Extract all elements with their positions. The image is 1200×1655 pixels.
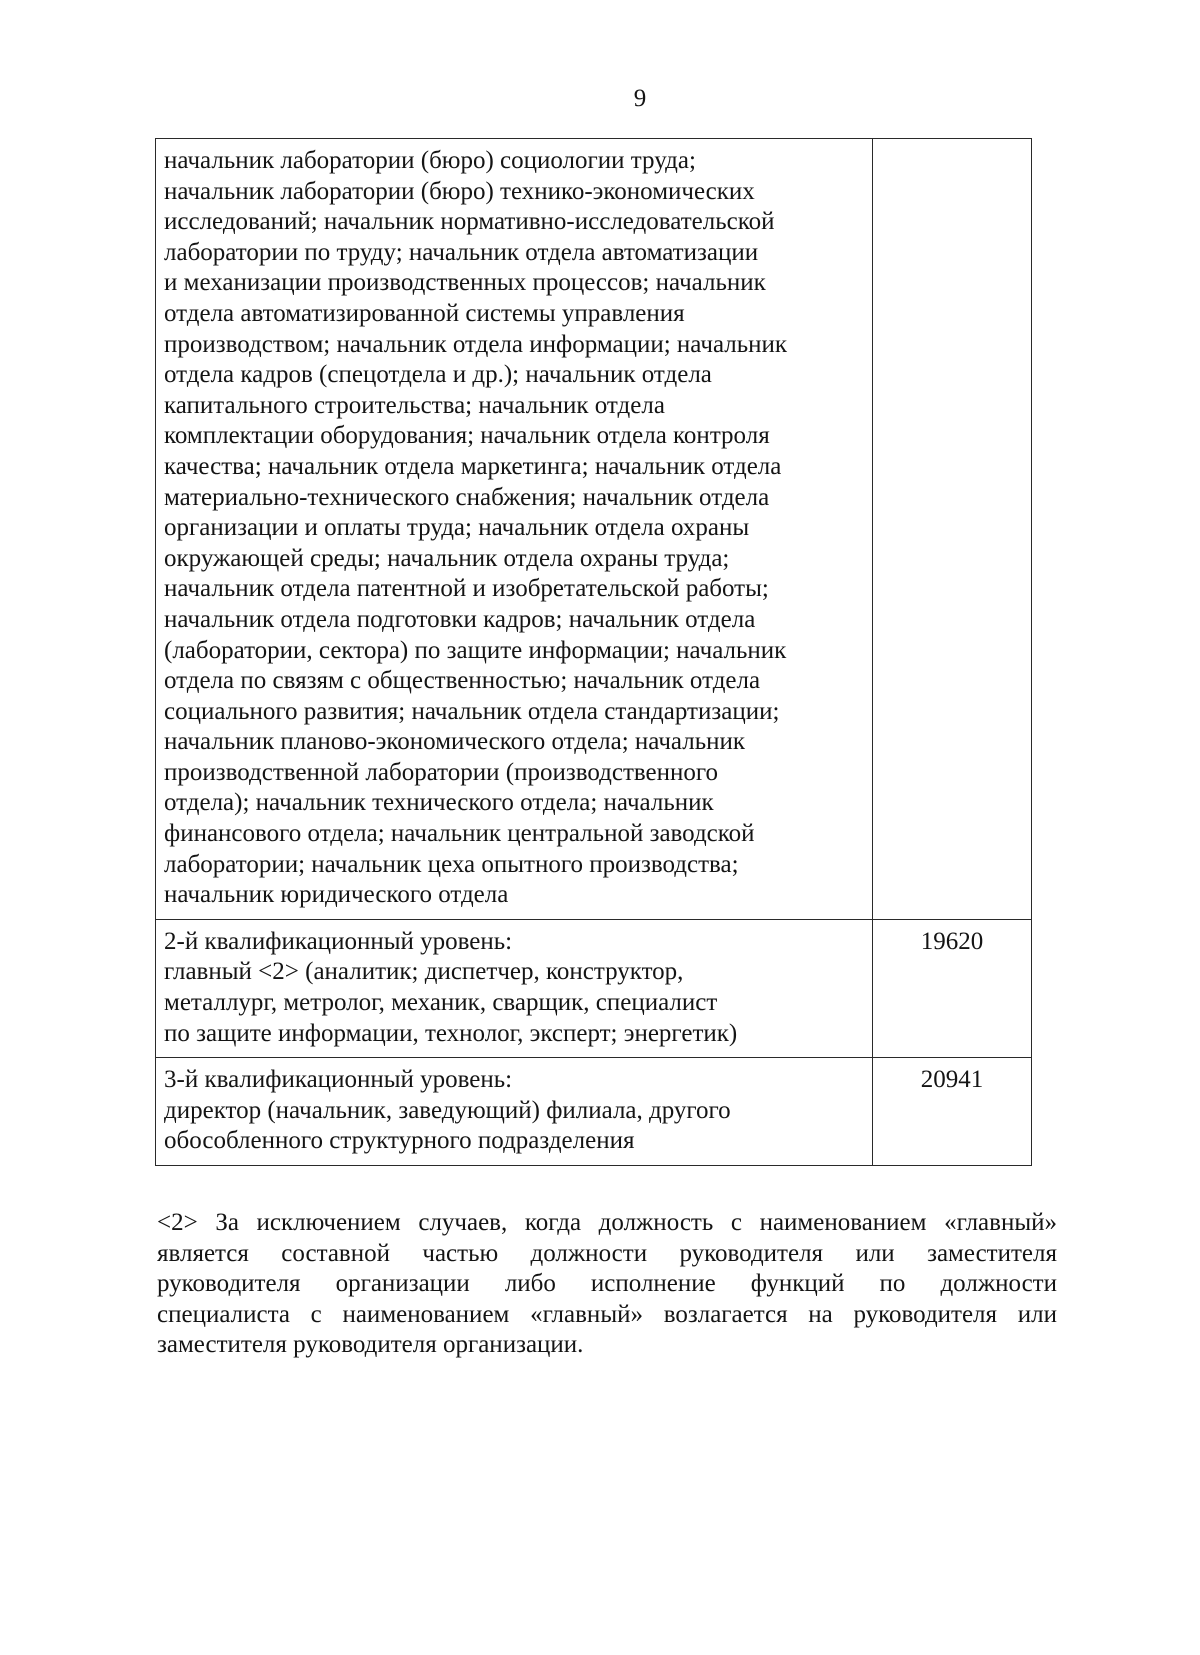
salary-cell: 20941 xyxy=(873,1058,1032,1166)
text-line: металлург, метролог, механик, сварщик, специалист xyxy=(164,989,718,1017)
qualification-level-heading: 2-й квалификационный уровень: xyxy=(164,927,513,955)
text-line: отдела автоматизированной системы управления xyxy=(164,299,685,327)
text-line: окружающей среды; начальник отдела охраны труда; xyxy=(164,544,730,572)
text-line: капитального строительства; начальник отдела xyxy=(164,391,665,419)
table-row xyxy=(156,1058,1032,1166)
positions-cell xyxy=(156,139,873,920)
text-line: начальник юридического отдела xyxy=(164,881,509,909)
qualification-salary-table xyxy=(155,138,1032,1166)
text-line: финансового отдела; начальник центральной заводской xyxy=(164,820,755,848)
salary-cell xyxy=(873,139,1032,920)
table-row xyxy=(156,139,1032,920)
page-number: 9 xyxy=(633,85,647,112)
text-line: обособленного структурного подразделения xyxy=(164,1127,635,1155)
text-line: отдела кадров (спецотдела и др.); начальник отдела xyxy=(164,361,712,389)
text-line: материально-технического снабжения; начальник отдела xyxy=(164,483,770,511)
text-line: главный <2> (аналитик; диспетчер, конструктор, xyxy=(164,958,684,986)
text-line: (лаборатории, сектора) по защите информации; начальник xyxy=(164,636,787,664)
text-line: качества; начальник отдела маркетинга; начальник отдела xyxy=(164,452,782,480)
text-line: лаборатории; начальник цеха опытного производства; xyxy=(164,850,739,878)
footnote-line: является составной частью должности руководителя или заместителя xyxy=(157,1239,1057,1267)
text-line: комплектации оборудования; начальник отдела контроля xyxy=(164,422,770,450)
qualification-level-heading: 3-й квалификационный уровень: xyxy=(164,1066,513,1094)
text-line: исследований; начальник нормативно-исследовательской xyxy=(164,208,775,236)
text-line: социального развития; начальник отдела стандартизации; xyxy=(164,697,780,725)
text-line: производственной лаборатории (производственного xyxy=(164,758,719,786)
salary-cell: 19620 xyxy=(873,919,1032,1057)
footnote-line: руководителя организации либо исполнение функций по должности xyxy=(157,1270,1057,1297)
text-line: начальник лаборатории (бюро) технико-экономических xyxy=(164,177,755,205)
table-row xyxy=(156,919,1032,1057)
text-line: производством; начальник отдела информации; начальник xyxy=(164,330,788,358)
footnote-line: заместителя руководителя организации. xyxy=(157,1331,584,1358)
text-line: начальник планово-экономического отдела; начальник xyxy=(164,728,746,756)
footnote-line: <2> За исключением случаев, когда должность с наименованием «главный» xyxy=(157,1209,1057,1236)
positions-cell xyxy=(156,919,873,1057)
text-line: директор (начальник, заведующий) филиала, другого xyxy=(164,1096,731,1124)
text-line: и механизации производственных процессов; начальник xyxy=(164,269,766,297)
text-line: отдела); начальник технического отдела; начальник xyxy=(164,789,714,817)
footnote-line: специалиста с наименованием «главный» возлагается на руководителя или xyxy=(157,1300,1057,1328)
positions-cell xyxy=(156,1058,873,1166)
text-line: по защите информации, технолог, эксперт; энергетик) xyxy=(164,1019,738,1047)
text-line: начальник лаборатории (бюро) социологии труда; xyxy=(164,147,696,174)
text-line: отдела по связям с общественностью; начальник отдела xyxy=(164,667,761,695)
text-line: начальник отдела патентной и изобретательской работы; xyxy=(164,575,769,603)
footnote xyxy=(157,1208,1057,1361)
text-line: лаборатории по труду; начальник отдела автоматизации xyxy=(164,238,759,266)
text-line: организации и оплаты труда; начальник отдела охраны xyxy=(164,514,750,542)
text-line: начальник отдела подготовки кадров; начальник отдела xyxy=(164,605,756,633)
